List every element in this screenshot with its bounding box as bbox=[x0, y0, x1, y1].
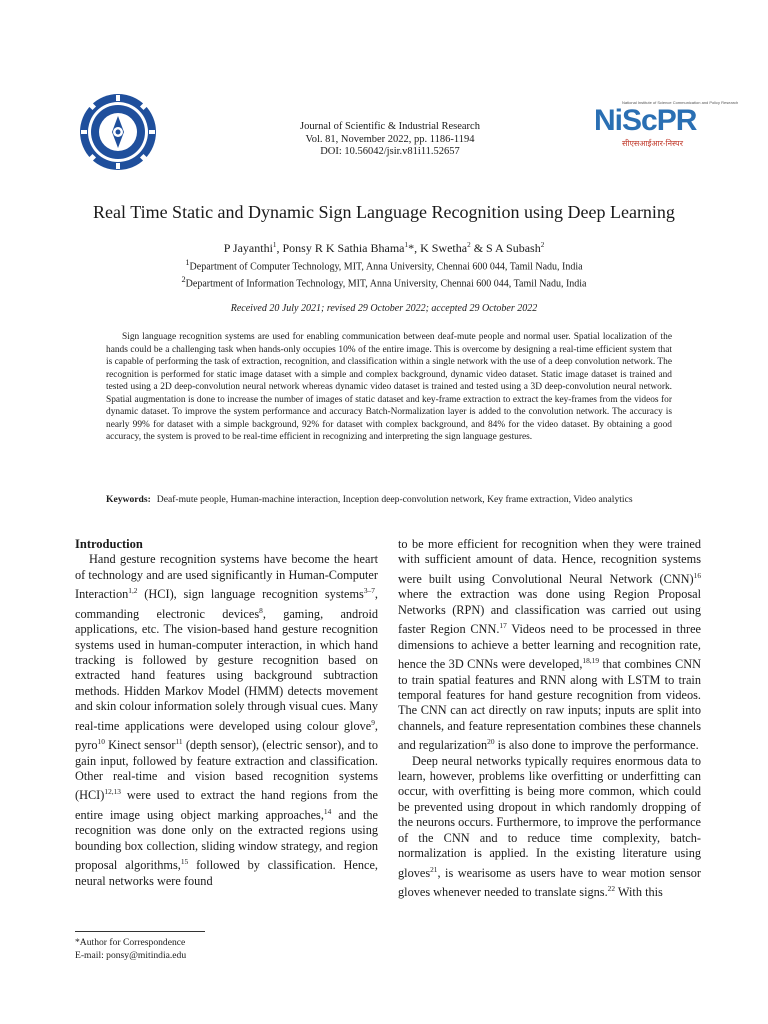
citation-superscript: 3–7 bbox=[363, 586, 375, 596]
citation-superscript: 8 bbox=[259, 605, 263, 615]
keywords-text: Deaf-mute people, Human-machine interaction, Inception deep-convolution network, Key frame extraction, Video analytics bbox=[156, 494, 633, 505]
footnote-rule bbox=[75, 931, 205, 932]
citation-superscript: 18,19 bbox=[582, 656, 599, 666]
affiliation-1-sup: 1 bbox=[185, 258, 190, 267]
citation-superscript: 16 bbox=[693, 570, 701, 580]
citation-superscript: 11 bbox=[175, 737, 183, 747]
body-column-right bbox=[398, 537, 701, 901]
footnote bbox=[75, 936, 186, 962]
received-dates: Received 20 July 2021; revised 29 October 2022; accepted 29 October 2022 bbox=[230, 303, 538, 314]
affiliation-2 bbox=[40, 274, 728, 290]
affiliation-2-sup: 2 bbox=[181, 275, 186, 284]
volume-info: Vol. 81, November 2022, pp. 1186-1194 bbox=[305, 133, 475, 145]
citation-superscript: 9 bbox=[371, 717, 375, 727]
citation-superscript: 22 bbox=[607, 884, 616, 893]
journal-name: Journal of Scientific & Industrial Research bbox=[300, 121, 480, 132]
citation-superscript: 15 bbox=[180, 857, 189, 867]
affiliation-1 bbox=[40, 257, 728, 273]
niscpr-logo bbox=[592, 100, 739, 152]
niscpr-logo-text: NiScPR bbox=[594, 104, 697, 137]
journal-header bbox=[240, 121, 540, 159]
citation-superscript: 17 bbox=[499, 621, 507, 631]
author-affiliation-sup: 1 bbox=[404, 241, 409, 249]
keywords bbox=[106, 494, 672, 506]
keywords-label: Keywords: bbox=[106, 494, 151, 505]
author-name: K Swetha bbox=[420, 241, 468, 255]
citation-superscript: 21 bbox=[430, 864, 438, 874]
section-heading-introduction: Introduction bbox=[75, 537, 143, 551]
author-name: S A Subash bbox=[486, 241, 541, 255]
affiliation-1-text: Department of Computer Technology, MIT, Anna University, Chennai 600 044, Tamil Nadu, India bbox=[189, 261, 583, 273]
body-paragraph: Hand gesture recognition systems have become the heart of technology and are used significantly in Human-Computer Interaction$^{1,2}$ (HCI), sign language recognition systems$^{3-7}$, commanding electronic devices$^8$, gaming, android applications, etc. The vision-based hand gesture recognition systems used in human-computer interaction, in which hand tracking is followed by gesture recognition based on extracted hand features using background subtraction methods. Hidden Markov Model (HMM) detects movement and skin colour information solely through visual cues. Many real-time applications were developed using colour glove$^9$, pyro$^{10}$ Kinect sensor$^{11}$ (depth sensor), (electric sensor), and to gain input, followed by feature extraction and classification. Other real-time and vision based recognition systems (HCI)$^{12,13}$ were used to extract the hand regions from the entire image using object marking approaches,$^{14}$ and the recognition was done only on the extracted regions using bounding box collection, sliding window strategy, and region proposal algorithms,$^{15}$ followed by classification. Hence, neural networks were found bbox=[75, 552, 379, 888]
csir-seal-logo-icon bbox=[78, 92, 158, 172]
body-paragraph: Deep neural networks typically requires enormous data to learn, however, problems like overfitting or underfitting can occur, with overfitting is being more common, which could be prevented using dropout in which randomly dropping of the neurons occurs. Furthermore, to improve the performance of the CNN and to reduce time complexity, batch-normalization is applied. In the existing literature using gloves$^{21}$, is wearisome as users have to wear motion sensor gloves whenever needed to translate signs.$^{22}$ With this bbox=[398, 753, 701, 900]
citation-superscript: 12,13 bbox=[104, 787, 121, 797]
niscpr-logo-subtext: सीएसआईआर-निस्पर bbox=[622, 139, 683, 148]
author-name: P Jayanthi bbox=[223, 241, 273, 255]
author-list: P Jayanthi$^1$, Ponsy R K Sathia Bhama$^1$*, K Swetha$^2$ & S A Subash$^2$ bbox=[223, 241, 545, 255]
author-affiliation-sup: 2 bbox=[467, 241, 471, 249]
correspondence-note: *Author for Correspondence bbox=[75, 937, 186, 948]
citation-superscript: 14 bbox=[323, 806, 332, 816]
citation-superscript: 1,2 bbox=[128, 586, 138, 596]
body-paragraph: to be more efficient for recognition when they were trained with sufficient amount of data. Hence, recognition systems were built using Convolutional Neural Network (CNN)$^{16}$ where the extraction was done using Region Proposal Networks (RPN) and classification was carried out using faster Region CNN.$^{17}$ Videos need to be processed in three dimensions to achieve a better learning and recognition rate, hence the 3D CNNs were developed,$^{18,19}$ that combines CNN to train spatial features and RNN along with LSTM to train temporal features for hand gesture recognition from videos. The CNN can act directly on raw inputs; inputs are split into channels, and feature representation combines these channels and regularization$^{20}$ is also done to improve the performance. bbox=[398, 537, 702, 753]
citation-superscript: 10 bbox=[97, 737, 105, 747]
correspondence-email: E-mail: ponsy@mitindia.edu bbox=[75, 950, 187, 961]
citation-superscript: 20 bbox=[487, 737, 495, 747]
author-affiliation-sup: 1 bbox=[272, 241, 277, 249]
paper-title: Real Time Static and Dynamic Sign Language Recognition using Deep Learning bbox=[93, 202, 675, 222]
abstract: Sign language recognition systems are used for enabling communication between deaf-mute people and normal user. Spatial localization of the hands could be a challenging task when hands-only occupies 10% of the entire image. This is overcome by designing a real-time efficient system that is capable of performing the task of extraction, recognition, and classification within a single network with the use of a deep convolution network. The recognition is performed for static image dataset with a simple and complex background, dynamic video dataset. Static image dataset is trained and tested using a 2D deep-convolution neural network whereas dynamic video dataset is trained and tested using a 3D deep-convolution neural network. Spatial augmentation is done to increase the number of images of static dataset and key-frame extraction to extract the key-frames from the videos for dynamic dataset. To improve the system performance and accuracy Batch-Normalization layer is added to the convolution network. The accuracy is nearly 99% for dataset with a simple background, 92% for dataset with complex background, and 84% for the video dataset. By obtaining a good accuracy, the system is proved to be real-time efficient in recognizing and interpreting the sign language gestures. bbox=[106, 332, 672, 442]
niscpr-logo-tagline: National Institute of Science Communication and Policy Research bbox=[622, 100, 739, 105]
author-affiliation-sup: 2 bbox=[540, 241, 545, 249]
doi: DOI: 10.56042/jsir.v81i11.52657 bbox=[320, 146, 460, 157]
body-column-left bbox=[75, 537, 378, 889]
author-name: Ponsy R K Sathia Bhama bbox=[282, 241, 405, 255]
affiliation-2-text: Department of Information Technology, MIT, Anna University, Chennai 600 044, Tamil Nadu, India bbox=[185, 278, 587, 290]
